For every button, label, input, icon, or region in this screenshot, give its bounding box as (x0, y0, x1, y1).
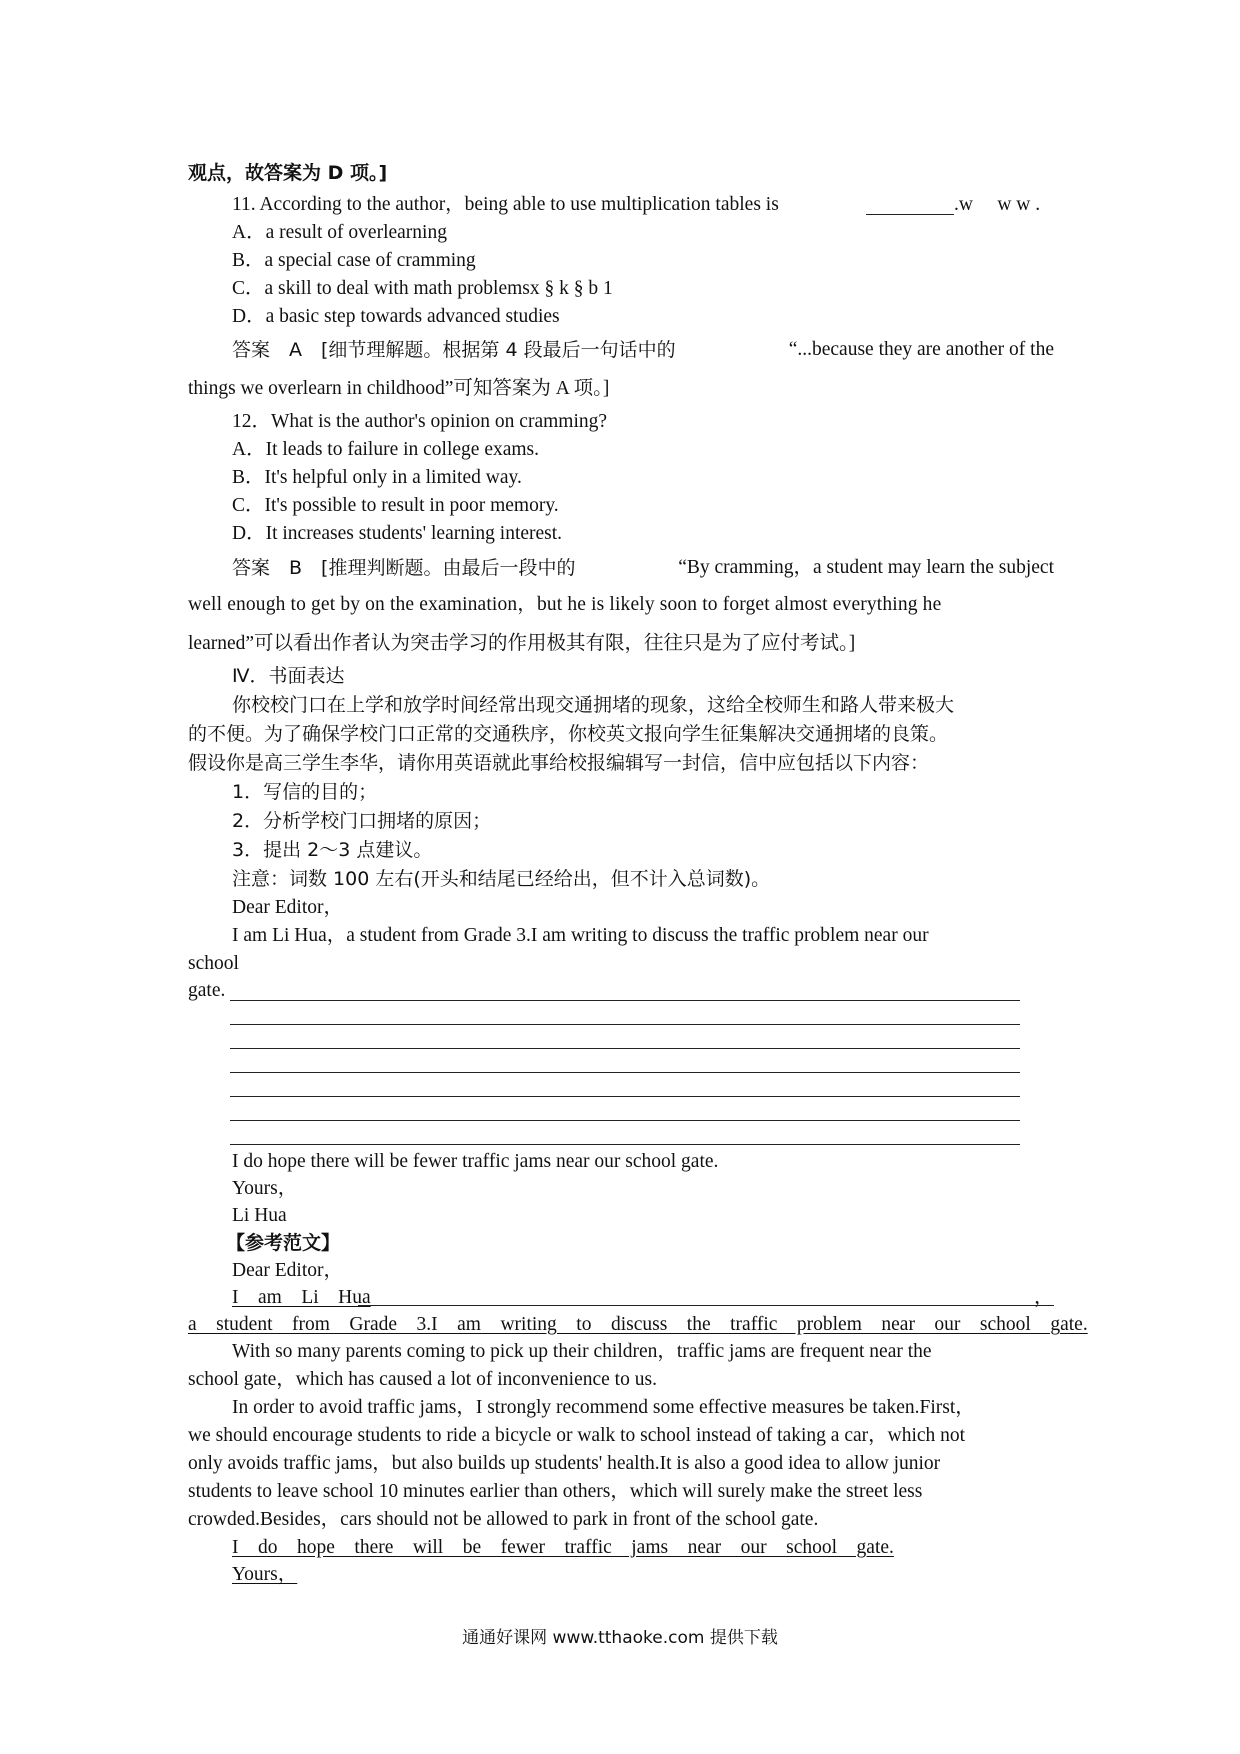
text-line: a student from Grade 3.I am writing to discuss the traffic problem near our school gate. (188, 1314, 1088, 1335)
text-line: 观点，故答案为 D 项。] (188, 162, 388, 184)
paragraph-2: crowded.Besides，cars should not be allowed to park in front of the school gate. (188, 1509, 819, 1530)
text-line: well enough to get by on the examination，but he is likely soon to forget almost everything he (188, 594, 942, 615)
text-line: ， (1034, 1287, 1054, 1308)
letter-intro: I am Li Hua，a student from Grade 3.I am writing to discuss the traffic problem near our (232, 925, 929, 946)
underline (358, 1305, 1054, 1306)
paragraph-2: only avoids traffic jams，but also builds up students' health.It is also a good idea to allow junior (188, 1453, 941, 1474)
text-line: things we overlearn in childhood”可知答案为 A 项。] (188, 378, 610, 399)
writing-line (230, 1072, 1020, 1073)
sign-off: Yours， (232, 1564, 298, 1585)
text-line: school (188, 953, 239, 974)
question-11: 11. According to the author，being able to use multiplication tables is (232, 194, 779, 215)
option-a: A．a result of overlearning (232, 222, 447, 243)
paragraph-2: In order to avoid traffic jams，I strongly recommend some effective measures be taken.First， (232, 1397, 975, 1418)
writing-line (230, 1000, 1020, 1001)
section-heading: Ⅳ．书面表达 (232, 665, 345, 687)
writing-line (230, 1144, 1020, 1145)
writing-line (230, 1120, 1020, 1121)
writing-line (230, 1024, 1020, 1025)
signature-name: Li Hua (232, 1205, 287, 1226)
option-c: C．It's possible to result in poor memory. (232, 495, 559, 516)
salutation: Dear Editor， (232, 1260, 344, 1281)
requirement-2: 2．分析学校门口拥堵的原因； (232, 810, 492, 832)
text-line: learned”可以看出作者认为突击学习的作用极其有限，往往只是为了应付考试。] (188, 633, 856, 654)
text-line: “...because they are another of the (788, 339, 1054, 360)
text-line: “By cramming，a student may learn the subject (678, 557, 1054, 578)
reference-heading: 【参考范文】 (226, 1232, 341, 1254)
text-line: gate. (188, 980, 226, 1001)
writing-line (230, 1096, 1020, 1097)
requirement-1: 1．写信的目的； (232, 781, 378, 803)
option-c: C．a skill to deal with math problemsx § k § b 1 (232, 278, 613, 299)
sign-off: Yours， (232, 1178, 298, 1199)
requirement-3: 3．提出 2～3 点建议。 (232, 839, 433, 861)
question-12: 12．What is the author's opinion on cramming? (232, 411, 608, 432)
paragraph-2: students to leave school 10 minutes earlier than others，which will surely make the street less (188, 1481, 923, 1502)
task-text: 假设你是高三学生李华，请你用英语就此事给校报编辑写一封信，信中应包括以下内容： (188, 752, 930, 774)
option-a: A．It leads to failure in college exams. (232, 439, 540, 460)
closing-line: I do hope there will be fewer traffic jams near our school gate. (232, 1151, 719, 1172)
option-b: B．It's helpful only in a limited way. (232, 467, 522, 488)
paragraph-1: school gate，which has caused a lot of inconvenience to us. (188, 1369, 657, 1390)
task-text: 的不便。为了确保学校门口正常的交通秩序，你校英文报向学生征集解决交通拥堵的良策。 (188, 723, 949, 745)
task-text: 你校校门口在上学和放学时间经常出现交通拥堵的现象，这给全校师生和路人带来极大 (232, 694, 955, 716)
paragraph-1: With so many parents coming to pick up their children，traffic jams are frequent near the (232, 1341, 932, 1362)
salutation: Dear Editor， (232, 897, 344, 918)
answer-blank (866, 214, 954, 215)
text-line: I am Li Hua (232, 1287, 371, 1308)
writing-line (230, 1048, 1020, 1049)
option-b: B．a special case of cramming (232, 250, 476, 271)
text-line: .w w w . (954, 194, 1041, 215)
paragraph-2: we should encourage students to ride a bicycle or walk to school instead of taking a car，which not (188, 1425, 966, 1446)
option-d: D．a basic step towards advanced studies (232, 306, 560, 327)
closing-line: I do hope there will be fewer traffic jams near our school gate. (232, 1537, 894, 1558)
note: 注意：词数 100 左右(开头和结尾已经给出，但不计入总词数)。 (232, 868, 771, 890)
answer-12: 答案 B [推理判断题。由最后一段中的 (232, 557, 576, 579)
option-d: D．It increases students' learning interest. (232, 523, 563, 544)
footer: 通通好课网 www.tthaoke.com 提供下载 (462, 1628, 778, 1648)
answer-11: 答案 A [细节理解题。根据第 4 段最后一句话中的 (232, 339, 676, 361)
